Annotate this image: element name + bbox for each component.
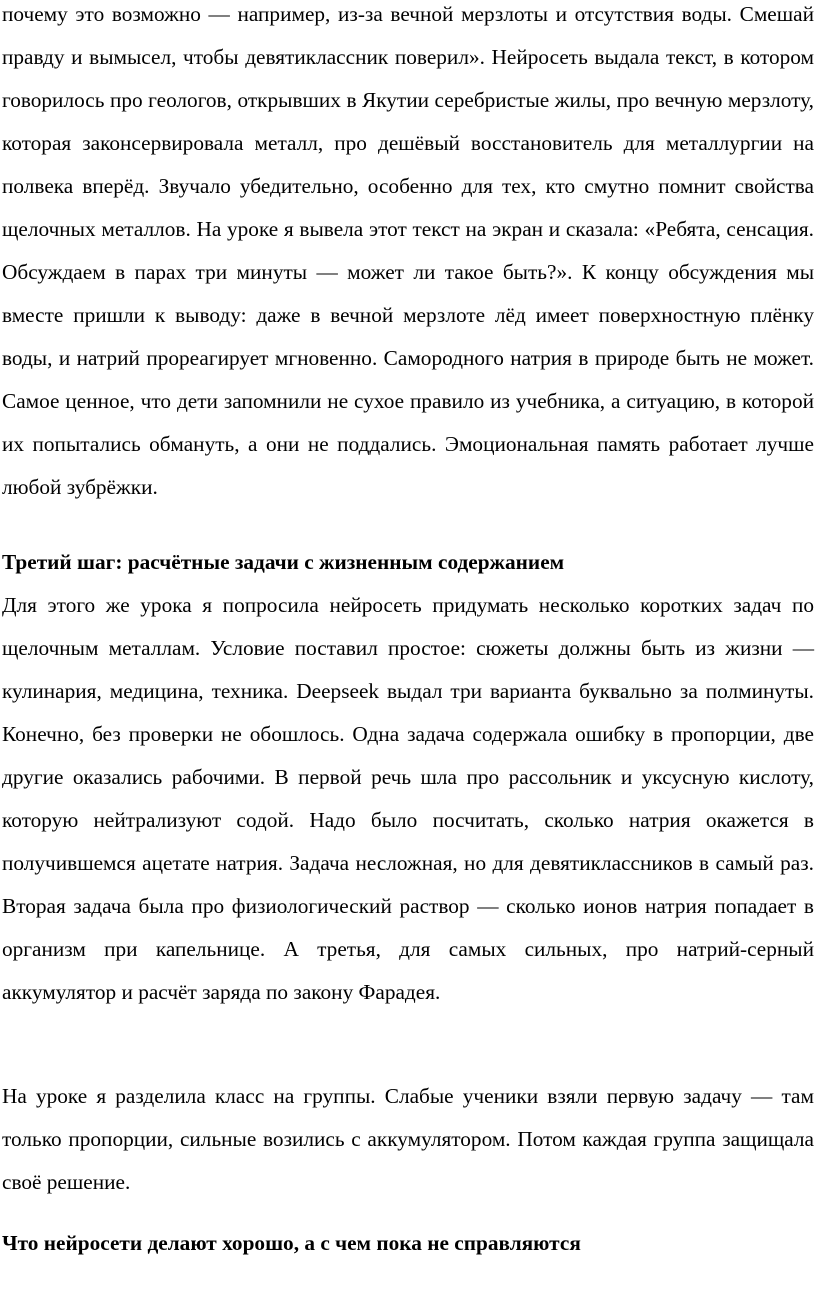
body-paragraph: На уроке я разделила класс на группы. Слабые ученики взяли первую задачу — там только пропорции, сильные возились с аккумулятором. Потом каждая группа защищала своё решение. bbox=[2, 1084, 814, 1194]
body-paragraph: Для этого же урока я попросила нейросеть придумать несколько коротких задач по щелочным металлам. Условие поставил простое: сюжеты должны быть из жизни — кулинария, медицина, техника. Deepseek выдал три варианта буквально за полминуты. Конечно, без проверки не обошлось. Одна задача содержала ошибку в пропорции, две другие оказались рабочими. В первой речь шла про рассольник и уксусную кислоту, которую нейтрализуют содой. Надо было посчитать, сколько натрия окажется в получившемся ацетате натрия. Задача несложная, но для девятиклассников в самый раз. Вторая задача была про физиологический раствор — сколько ионов натрия попадает в организм при капельнице. А третья, для самых сильных, про натрий-серный аккумулятор и расчёт заряда по закону Фарадея. bbox=[2, 593, 814, 1004]
section-heading: Что нейросети делают хорошо, а с чем пока не справляются bbox=[2, 1231, 581, 1255]
body-paragraph: почему это возможно — например, из-за вечной мерзлоты и отсутствия воды. Смешай правду и вымысел, чтобы девятиклассник поверил». Нейросеть выдала текст, в котором говорилось про геологов, открывших в Якутии серебристые жилы, про вечную мерзлоту, которая законсервировала металл, про дешёвый восстановитель для металлургии на полвека вперёд. Звучало убедительно, особенно для тех, кто смутно помнит свойства щелочных металлов. На уроке я вывела этот текст на экран и сказала: «Ребята, сенсация. Обсуждаем в парах три минуты — может ли такое быть?». К концу обсуждения мы вместе пришли к выводу: даже в вечной мерзлоте лёд имеет поверхностную плёнку воды, и натрий прореагирует мгновенно. Самородного натрия в природе быть не может. Самое ценное, что дети запомнили не сухое правило из учебника, а ситуацию, в которой их попытались обмануть, а они не поддались. Эмоциональная память работает лучше любой зубрёжки. bbox=[2, 2, 814, 499]
section-heading: Третий шаг: расчётные задачи с жизненным содержанием bbox=[2, 550, 565, 574]
